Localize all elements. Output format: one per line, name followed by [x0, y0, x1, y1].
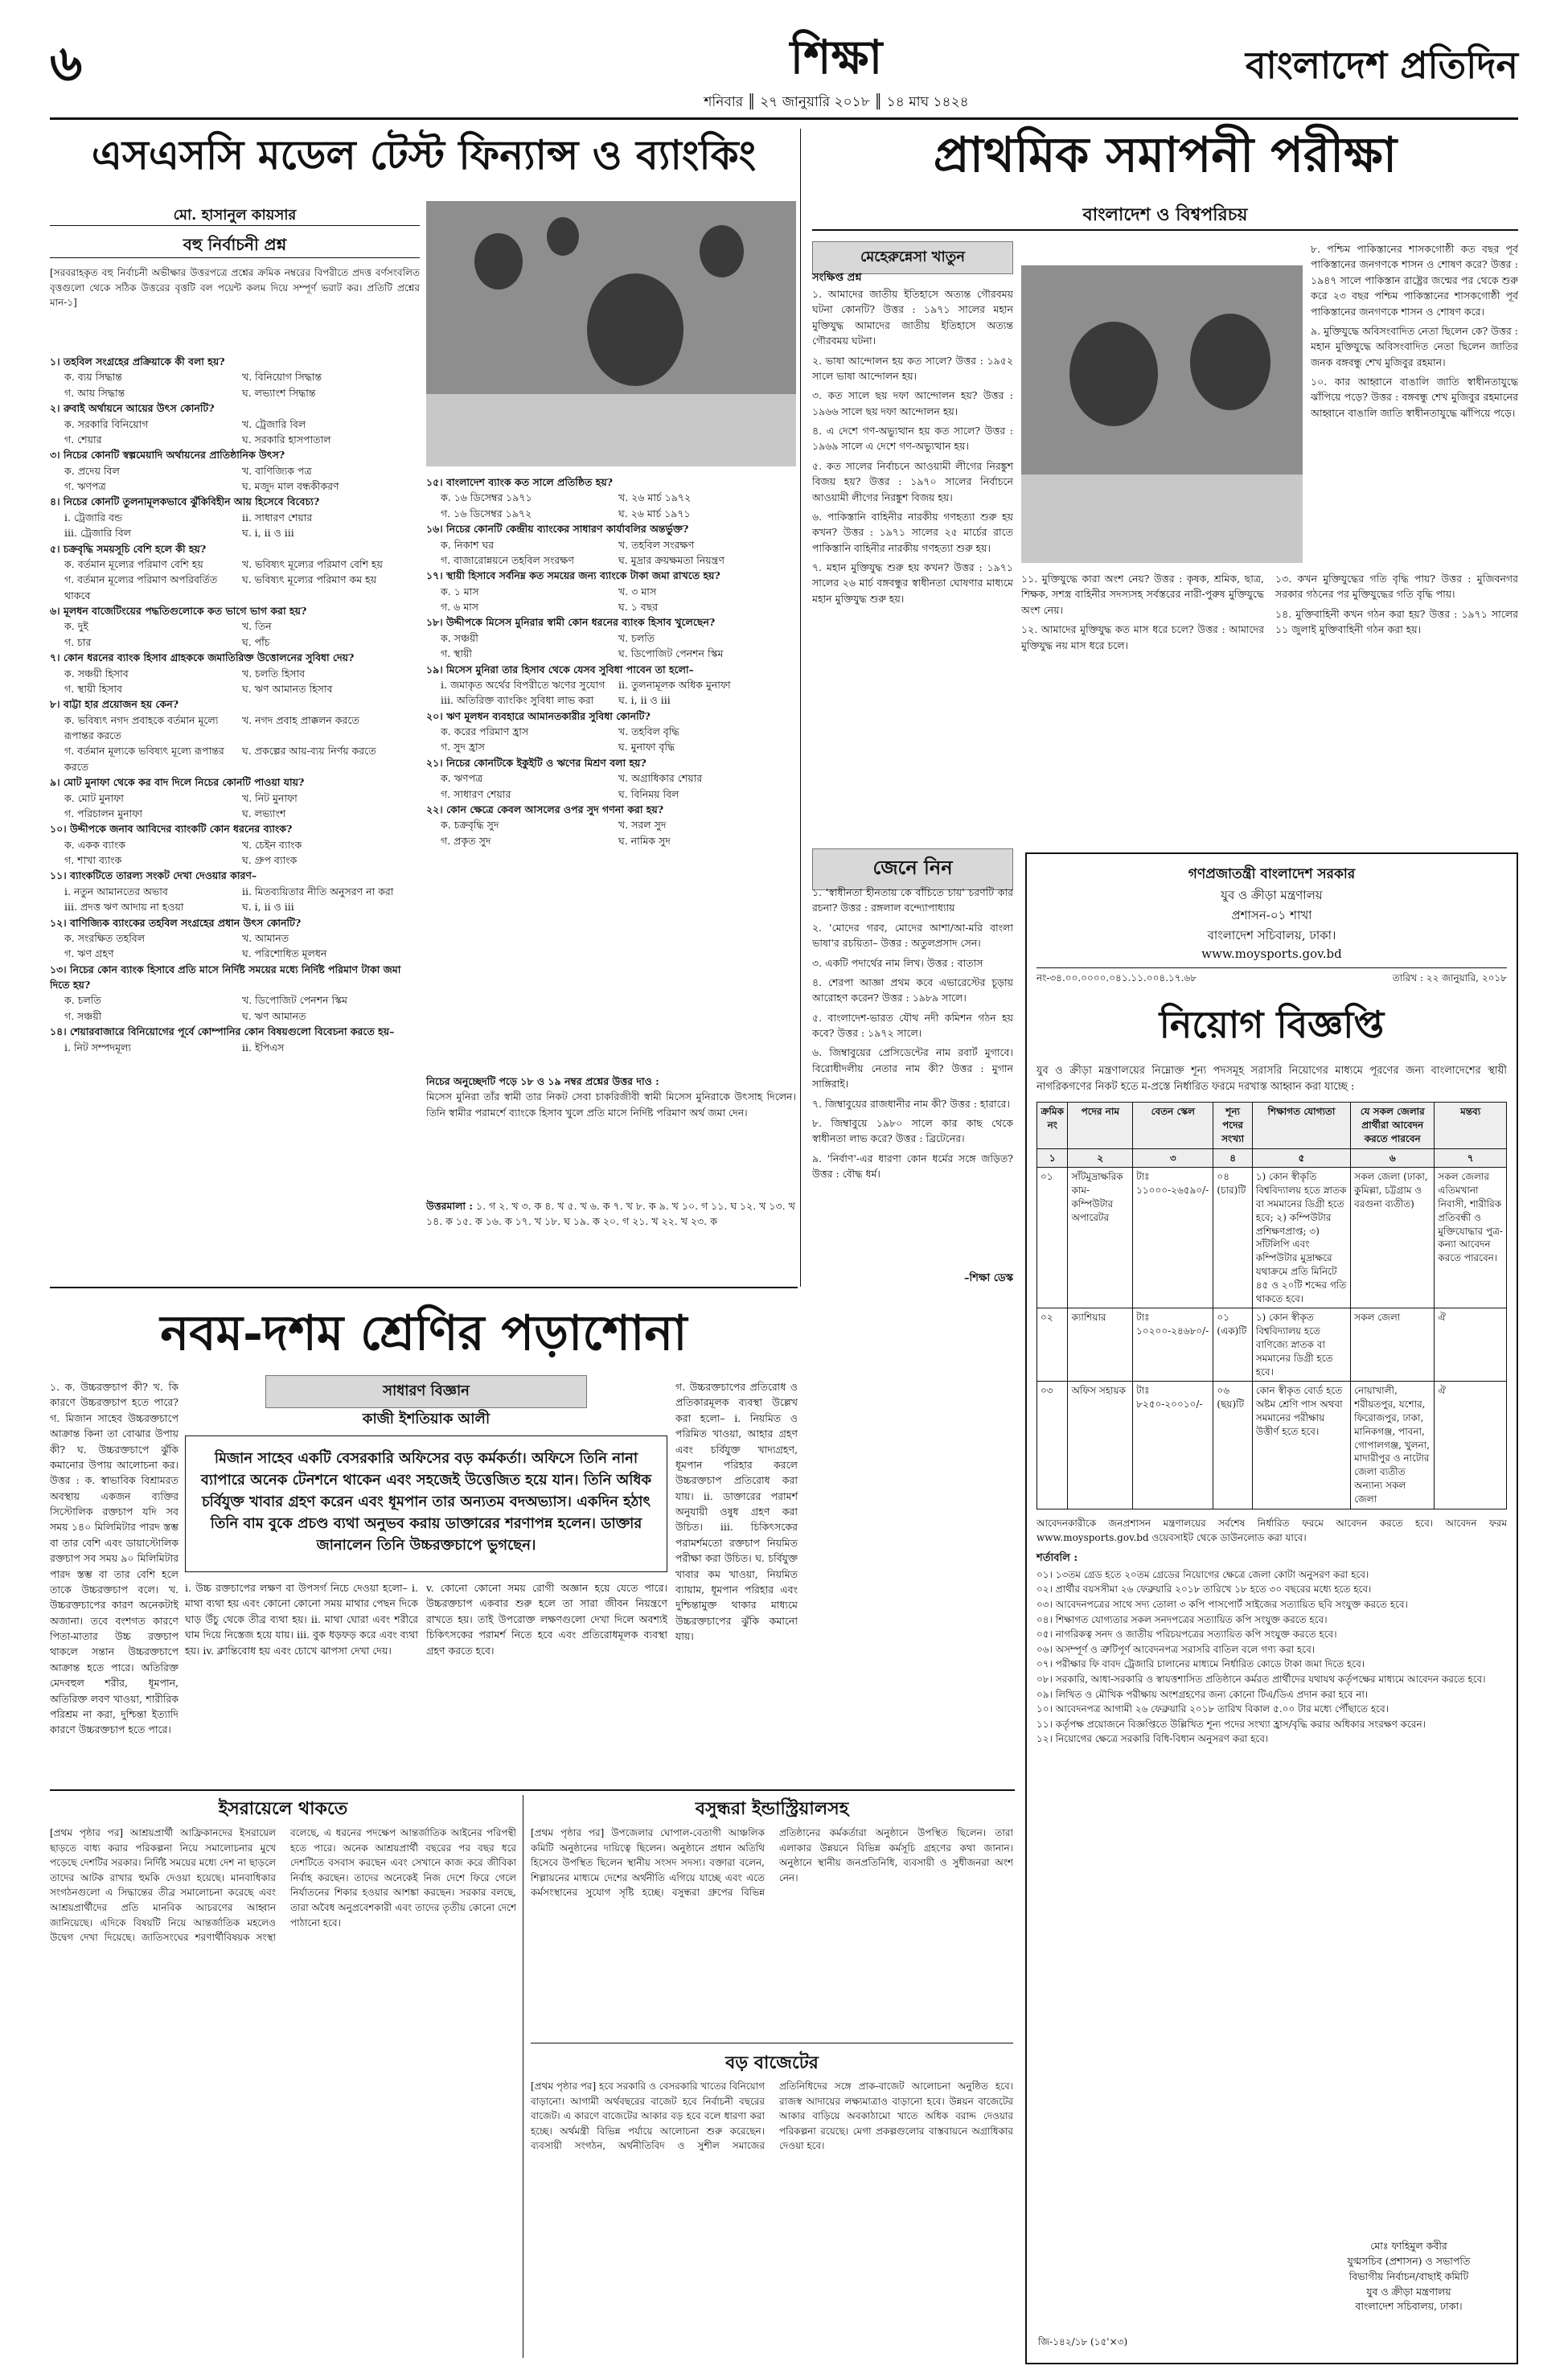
ad-title: নিয়োগ বিজ্ঞপ্তি	[1159, 1003, 1385, 1046]
question-item	[50, 696, 420, 774]
option: ঘ. ১ বছর	[618, 601, 659, 613]
question-options	[50, 1040, 420, 1055]
list-item: ৯. 'নির্বাণ'-এর ধারণা কোন ধর্মের সঙ্গে জড়িত? উত্তর : বৌদ্ধ ধর্ম।	[812, 1152, 1013, 1180]
primary-headline: প্রাথমিক সমাপনী পরীক্ষা	[933, 127, 1398, 183]
option: i. জমাকৃত অর্থের বিপরীতে ঋণের সুযোগ	[441, 678, 605, 691]
question-text: ২০। ঋণ মূলধন ব্যবহারে আমানতকারীর সুবিধা কোনটি?	[426, 709, 651, 722]
ssc-question-list	[50, 354, 420, 1295]
question-item	[426, 614, 796, 661]
question-item	[426, 709, 796, 755]
question-options	[426, 724, 796, 755]
primary-section: সংক্ষিপ্ত প্রশ্ন	[812, 272, 862, 284]
option: গ. ঋণপত্র	[64, 480, 106, 492]
option: খ. বাণিজ্যিক পত্র	[242, 464, 312, 477]
primary-col-2	[1311, 241, 1518, 563]
option: ঘ. i, ii ও iii	[242, 527, 294, 540]
ad-branch: প্রশাসন-০১ শাখা	[1231, 908, 1312, 922]
question-options	[50, 463, 420, 495]
list-item: ৭. জিম্বাবুয়ের রাজধানীর নাম কী? উত্তর : হারারে।	[812, 1097, 1010, 1110]
question-item	[50, 1024, 420, 1055]
ad-memo-row	[1036, 967, 1507, 988]
ssc-intro: [সরবরাহকৃত বহু নির্বাচনী অভীক্ষার উত্তরপত্রে প্রশ্নের ক্রমিক নম্বরের বিপরীতে প্রদত্ত বর্ণসংবলিত বৃত্তগুলো থেকে সঠিক উত্তরের বৃত্তটি বল পয়েন্ট কলম দিয়ে সম্পূর্ণ ভরাট কর। প্রতিটি প্রশ্নের মান-১]	[50, 267, 420, 309]
question-item	[50, 774, 420, 821]
option: ঘ. i, ii ও iii	[242, 901, 294, 914]
table-cell-districts: সকল জেলা (ঢাকা, কুমিল্লা, চট্টগ্রাম ও বরগুনা ব্যতীত)	[1351, 1168, 1435, 1308]
option: ঘ. লভ্যাংশ সিদ্ধান্ত	[242, 386, 316, 399]
option: ii. সাধারণ শেয়ার	[242, 511, 313, 524]
vacancy-table-body	[1037, 1168, 1507, 1509]
option: ঘ. পরিশোধিত মূলধন	[242, 947, 327, 960]
table-cell-scale: টাঃ ১০২০০-২৪৬৮০/-	[1133, 1308, 1213, 1382]
ad-conditions	[1036, 1567, 1507, 1747]
question-text: ১৪। শেয়ারবাজারে বিনিয়োগের পূর্বে কোম্পানির কোন বিষয়গুলো বিবেচনা করতে হয়–	[50, 1025, 395, 1038]
option: ঘ. ডিপোজিট পেনশন স্কিম	[618, 647, 724, 660]
date-line: শনিবার ║ ২৭ জানুয়ারি ২০১৮ ║ ১৪ মাঘ ১৪২৪	[704, 94, 969, 110]
option: গ. শেয়ার	[64, 433, 102, 446]
option: খ. ২৬ মার্চ ১৯৭২	[618, 491, 692, 504]
option: ক. ১ মাস	[441, 585, 479, 598]
table-header-cell: পদের নাম	[1068, 1103, 1133, 1148]
question-options	[426, 490, 796, 521]
option: খ. তহবিল সংরক্ষণ	[618, 538, 695, 551]
option: ক. প্রদেয় বিল	[64, 464, 120, 477]
question-options	[426, 817, 796, 848]
signatory-line: যুগ্মসচিব (প্রশাসন) ও সভাপতি	[1347, 2255, 1471, 2267]
condition-item: ০২। প্রার্থীর বয়সসীমা ২৬ ফেব্রুয়ারি ২০১৮ তারিখে ১৮ হতে ৩০ বছরের মধ্যে হতে হবে।	[1036, 1583, 1372, 1596]
page-number: ৬	[50, 34, 83, 92]
ssc-author: মো. হাসানুল কায়সার	[173, 207, 297, 224]
option: ঘ. প্রকল্পের আয়-ব্যয় নির্ণয় করতে	[242, 745, 376, 758]
option: ঘ. ২৬ মার্চ ১৯৭১	[618, 507, 691, 520]
option: খ. নগদ প্রবাহ প্রাক্কলন করতে	[242, 713, 359, 726]
option: ক. করের পরিমাণ হ্রাস	[441, 725, 529, 737]
table-cell-count: ০১ (এক)টি	[1213, 1308, 1252, 1382]
masthead-rule	[50, 117, 1518, 120]
question-options	[50, 791, 420, 822]
question-text: ১২। বাণিজ্যিক ব্যাংকের তহবিল সংগ্রহের প্রধান উৎস কোনটি?	[50, 916, 302, 929]
question-options	[50, 992, 420, 1024]
byline-rule	[50, 225, 420, 226]
science-col-1: ১. ক. উচ্চরক্তচাপ কী? খ. কি কারণে উচ্চরক্তচাপ হতে পারে? গ. মিজান সাহেব উচ্চরক্তচাপে আক্রান্ত কিনা তা বোঝার উপায় কী? ঘ. উচ্চরক্তচাপে ঝুঁকি কমানোর উপায় আলোচনা কর। উত্তর : ক. স্বাভাবিক বিশ্রামরত অবস্থায় একজন ব্যক্তির সিস্টোলিক রক্তচাপ যদি সব সময় ১৪০ মিলিমিটার পারদ স্তম্ভ বা তার বেশি এবং ডায়াস্টোলিক রক্তচাপ সব সময় ৯০ মিলিমিটার পারদ স্তম্ভ বা তার বেশি হলে তাকে উচ্চরক্তচাপ বলে। খ. উচ্চরক্তচাপের কারণ অনেকটাই অজানা। তবে বংশগত কারণে পিতা-মাতার উচ্চ রক্তচাপ থাকলে সন্তান উচ্চরক্তচাপে আক্রান্ত হতে পারে। অতিরিক্ত মেদবহুল শরীর, ধূমপান, অতিরিক্ত লবণ খাওয়া, শারীরিক পরিশ্রম না করা, দুশ্চিন্তা ইত্যাদি কারণে উচ্চরক্তচাপ হতে পারে।	[50, 1381, 179, 1736]
option: ক. ১৬ ডিসেম্বর ১৯৭১	[441, 491, 532, 504]
option: খ. ৩ মাস	[618, 585, 657, 598]
table-cell-note: ঐ	[1435, 1308, 1507, 1382]
condition-item: ০৩। আবেদনপত্রের সাথে সদ্য তোলা ৩ কপি পাসপোর্ট সাইজের সত্যায়িত ছবি সংযুক্ত করতে হবে।	[1036, 1598, 1408, 1610]
question-item	[426, 755, 796, 802]
table-cell-sl: ০৩	[1037, 1382, 1068, 1509]
primary-rule	[812, 229, 1518, 231]
question-options	[50, 666, 420, 697]
ad-ministry: যুব ও ক্রীড়া মন্ত্রণালয়	[1221, 888, 1323, 902]
option: গ. বর্তমান মূল্যকে ভবিষ্যৎ মূল্যে রূপান্তর করতে	[64, 745, 224, 773]
science-col-3: i. উচ্চ রক্তচাপের লক্ষণ বা উপসর্গ নিচে দেওয়া হলো– i. মাথা ব্যথা হয় এবং কোনো কোনো সময় মাথার পেছন দিকে ঘাড় উঁচু থেকে তীব্র ব্যথা হয়। ii. মাথা ঘোরা এবং শরীরে ঘাম দিয়ে নিস্তেজ হয়ে যায়। iii. বুক ধড়ফড় করে এবং ব্যথা হয়। iv. ক্লান্তিবোধ হয় এবং চোখে ঝাপসা দেখা দেয়।	[185, 1582, 418, 1657]
option: গ. সঞ্চয়ী	[64, 1009, 102, 1022]
option: ঘ. i, ii ও iii	[618, 694, 671, 707]
question-options	[50, 618, 420, 650]
ad-website: www.moysports.gov.bd	[1201, 947, 1342, 961]
ad-signatory	[1312, 2239, 1505, 2314]
list-item: ১৪. মুক্তিবাহিনী কখন গঠন করা হয়? উত্তর : ১৯৭১ সালের ১১ জুলাই মুক্তিবাহিনী গঠন করা হয়।	[1275, 607, 1518, 636]
list-item: ৩. একটি পদার্থের নাম লিখ। উত্তর : বাতাস	[812, 956, 983, 969]
option: ক. সরকারি বিনিয়োগ	[64, 417, 149, 430]
option: গ. চার	[64, 635, 92, 648]
option: ii. ইপিএস	[242, 1041, 285, 1054]
option: গ. ৬ মাস	[441, 601, 479, 613]
question-options	[426, 584, 796, 615]
option: গ. ঋণ গ্রহণ	[64, 947, 114, 960]
option: ঘ. ভবিষ্যৎ মূল্যের পরিমাণ কম হয়	[242, 573, 377, 586]
vacancy-table-header-numbers	[1037, 1148, 1507, 1168]
question-item	[50, 354, 420, 400]
table-row	[1037, 1382, 1507, 1509]
question-item	[50, 400, 420, 447]
option: ক. একক ব্যাংক	[64, 838, 125, 851]
list-item: ১. 'স্বাধীনতা হীনতায় কে বাঁচিতে চায়' চরণটি কার রচনা? উত্তর : রঙ্গলাল বন্দ্যোপাধ্যায়	[812, 886, 1013, 914]
question-item	[426, 474, 796, 521]
option: ক. সংরক্ষিত তহবিল	[64, 931, 146, 944]
science-top-rule	[50, 1287, 798, 1288]
question-item	[50, 962, 420, 1025]
option: iii. অতিরিক্ত ব্যাংকিং সুবিধা লাভ করা	[441, 694, 594, 707]
ad-address: বাংলাদেশ সচিবালয়, ঢাকা।	[1207, 928, 1336, 943]
table-cell-sl: ০২	[1037, 1308, 1068, 1382]
option: গ. বর্তমান মূল্যের পরিমাণ অপরিবর্তিত থাকবে	[64, 573, 218, 602]
list-item: ৩. কত সালে ছয় দফা আন্দোলন হয়? উত্তর : ১৯৬৬ সালে ছয় দফা আন্দোলন হয়।	[812, 389, 1013, 417]
question-text: ১৮। উদ্দীপকে মিসেস মুনিরার স্বামী কোন ধরনের ব্যাংক হিসাব খুলেছেন?	[426, 616, 716, 629]
list-item: ১. আমাদের জাতীয় ইতিহাসে অত্যন্ত গৌরবময় ঘটনা কোনটি? উত্তর : ১৯৭১ সালের মহান মুক্তিযুদ্ধ আমাদের জাতীয় ইতিহাসে অত্যন্ত গৌরবময় ঘটনা।	[812, 288, 1013, 347]
option: গ. সুদ হ্রাস	[441, 741, 485, 754]
science-headline: নবম-দশম শ্রেণির পড়াশোনা	[160, 1305, 688, 1362]
option: i. নিট সম্পদমূল্য	[64, 1041, 131, 1054]
ad-memo-date: তারিখ : ২২ জানুয়ারি, ২০১৮	[1392, 972, 1507, 984]
option: খ. আমানত	[242, 931, 289, 944]
primary-subject: বাংলাদেশ ও বিশ্বপরিচয়	[1082, 204, 1248, 225]
question-text: ১৯। মিসেস মুনিরা তার হিসাব থেকে যেসব সুবিধা পাবেন তা হলো–	[426, 663, 694, 676]
table-header-cell: শিক্ষাগত যোগ্যতা	[1252, 1103, 1350, 1148]
list-item: ২. ভাষা আন্দোলন হয় কত সালে? উত্তর : ১৯৫২ সালে ভাষা আন্দোলন হয়।	[812, 354, 1013, 382]
table-header-number: ৭	[1435, 1148, 1507, 1168]
newspaper-name: বাংলাদেশ প্রতিদিন	[1245, 43, 1518, 87]
option: ঘ. নামিক সুদ	[618, 834, 671, 847]
question-text: ১১। ব্যাংকটিতে তারল্য সংকট দেখা দেওয়ার কারণ–	[50, 869, 257, 882]
ssc-answers	[426, 1198, 796, 1230]
vacancy-table-header	[1037, 1103, 1507, 1148]
israel-text: [প্রথম পৃষ্ঠার পর] আশ্রয়প্রার্থী আফ্রিকানদের ইসরায়েল ছাড়তে বাধ্য করার পরিকল্পনা নিয়ে সমালোচনার মুখে পড়েছে দেশটির সরকার। নির্দিষ্ট সময়ের মধ্যে দেশ না ছাড়লে তাদের আটক রাখার হুমকি দেওয়া হয়েছে। মানবাধিকার সংগঠনগুলো এ সিদ্ধান্তের তীব্র সমালোচনা করেছে এবং আশ্রয়প্রার্থীদের প্রতি মানবিক আচরণের আহ্বান জানিয়েছে। এদিকে বিষয়টি নিয়ে আন্তর্জাতিক মহলেও উদ্বেগ দেখা দিয়েছে। জাতিসংঘের শরণার্থীবিষয়ক সংস্থা বলেছে, এ ধরনের পদক্ষেপ আন্তর্জাতিক আইনের পরিপন্থী হতে পারে। অনেক আশ্রয়প্রার্থী বছরের পর বছর ধরে দেশটিতে বসবাস করছেন এবং সেখানে কাজ করে জীবিকা নির্বাহ করছেন। তাদের অনেকেই নিজ দেশে ফিরে গেলে নির্যাতনের শিকার হওয়ার আশঙ্কা করছেন। সরকার বলছে, তারা অবৈধ অনুপ্রবেশকারী এবং তাদের তৃতীয় কোনো দেশে পাঠানো হবে।	[50, 1827, 516, 1944]
question-options	[50, 510, 420, 541]
table-header-cell: মন্তব্য	[1435, 1103, 1507, 1148]
ad-intro: যুব ও ক্রীড়া মন্ত্রণালয়ের নিম্নোক্ত শূন্য পদসমূহ সরাসরি নিয়োগের মাধ্যমে পূরণের জন্য বাংলাদেশের স্থায়ী নাগরিকগণের নিকট হতে ম-প্রস্তে নির্ধারিত ফরমে দরখাস্ত আহ্বান করা যাচ্ছে :	[1036, 1065, 1507, 1094]
table-cell-qual: ১) কোন স্বীকৃত বিশ্ববিদ্যালয় হতে বাণিজ্যে স্নাতক বা সমমানের ডিগ্রী হতে হবে।	[1252, 1308, 1350, 1382]
stimulus-text: মিসেস মুনিরা তাঁর স্বামী তার নিকট সেবা চাকরিজীবী স্বামী মিসেস মুনিরাকে উৎসাহ দিলেন। তিনি স্বামীর পরামর্শে ব্যাংকে হিসাব খুলে প্রতি মাসে নির্দিষ্ট পরিমাণ অর্থ জমা দেন।	[426, 1090, 796, 1119]
option: iii. ট্রেজারি বিল	[64, 527, 131, 540]
option: ক. ঋণপত্র	[441, 772, 483, 785]
answers-text: ১. গ ২. খ ৩. ক ৪. খ ৫. খ ৬. ক ৭. খ ৮. ক ৯. খ ১০. গ ১১. ঘ ১২. খ ১৩. খ ১৪. ক ১৫. ক ১৬. ক ১৭. খ ১৮. ঘ ১৯. ক ২০. গ ২১. খ ২২. খ ২৩. ক	[426, 1200, 795, 1228]
option: ঘ. ঋণ আমানত	[242, 1009, 306, 1022]
condition-item: ০১। ১৩তম গ্রেড হতে ২০তম গ্রেডের নিয়োগের ক্ষেত্রে জেলা কোটা অনুসরণ করা হবে।	[1036, 1568, 1369, 1580]
science-author: কাজী ইশতিয়াক আলী	[362, 1411, 491, 1427]
question-text: ৪। নিচের কোনটি তুলনামূলকভাবে ঝুঁকিবিহীন আয় হিসেবে বিবেচ্য?	[50, 495, 320, 508]
list-item: ৪. এ দেশে গণ-অভ্যুত্থান হয় কত সালে? উত্তর : ১৯৬৯ সালে এ দেশে গণ-অভ্যুত্থান হয়।	[812, 425, 1013, 453]
option: খ. ট্রেজারি বিল	[242, 417, 306, 430]
students-writing-photo	[1021, 265, 1303, 563]
condition-item: ০৬। অসম্পূর্ণ ও ত্রুটিপূর্ণ আবেদনপত্র সরাসরি বাতিল বলে গণ্য করা হবে।	[1036, 1643, 1316, 1655]
ssc-headline: এসএসসি মডেল টেস্ট ফিন্যান্স ও ব্যাংকিং	[91, 131, 757, 179]
question-options	[50, 884, 420, 915]
section-title: শিক্ষা	[790, 30, 883, 84]
table-cell-qual: ১) কোন স্বীকৃতি বিশ্ববিদ্যালয় হতে স্নাতক বা সমমানের ডিগ্রী হতে হবে; ২) কম্পিউটার প্রশিক্ষণপ্রাপ্ত; ৩) সাঁটলিপি এবং কম্পিউটার মুদ্রাক্ষরে যথাক্রমে প্রতি মিনিটে ৪৫ ও ২০টি শব্দের গতি থাকতে হবে।	[1252, 1168, 1350, 1308]
option: গ. সাধারণ শেয়ার	[441, 787, 511, 800]
option: খ. নিট মুনাফা	[242, 791, 298, 804]
question-item	[426, 802, 796, 848]
table-header-number: ৩	[1133, 1148, 1213, 1168]
table-header-cell: শূন্য পদের সংখ্যা	[1213, 1103, 1252, 1148]
question-text: ৬। মূলধন বাজেটিংয়ের পদ্ধতিগুলোকে কত ভাগে ভাগ করা হয়?	[50, 605, 307, 617]
list-item: ১১. মুক্তিযুদ্ধে কারা অংশ নেয়? উত্তর : কৃষক, শ্রমিক, ছাত্র, শিক্ষক, সশস্ত্র বাহিনীর সদস্যসহ সর্বস্তরের নারী-পুরুষ মুক্তিযুদ্ধে অংশ নেয়।	[1021, 573, 1264, 616]
option: খ. চেইন ব্যাংক	[242, 838, 302, 851]
option: খ. অগ্রাধিকার শেয়ার	[618, 772, 703, 785]
option: ক. বর্তমান মূল্যের পরিমাণ বেশি হয়	[64, 557, 203, 570]
option: খ. চলতি	[618, 631, 655, 644]
table-cell-districts: নোয়াখালী, শরীয়তপুর, যশোর, ফিরোজপুর, ঢাকা, মানিকগঞ্জ, পাবনা, গোপালগঞ্জ, খুলনা, মাদারীপুর ও নাটোর জেলা ব্যতীত অন্যান্য সকল জেলা	[1351, 1382, 1435, 1509]
condition-item: ০৭। পরীক্ষার ফি বাবদ ট্রেজারি চালানের মাধ্যমে নির্ধারিত কোডে টাকা জমা দিতে হবে।	[1036, 1658, 1365, 1670]
list-item: ৬. পাকিস্তানি বাহিনীর নারকীয় গণহত্যা শুরু হয় কখন? উত্তর : ১৯৭১ সালের ২৫ মার্চের রাতে পাকিস্তানি বাহিনীর নারকীয় গণহত্যা শুরু হয়।	[812, 510, 1013, 554]
list-item: ৯. মুক্তিযুদ্ধে অবিসংবাদিত নেতা ছিলেন কে? উত্তর : মহান মুক্তিযুদ্ধে অবিসংবাদিত নেতা ছিলেন জাতির জনক বঙ্গবন্ধু শেখ মুজিবুর রহমান।	[1311, 324, 1518, 368]
question-text: ১০। উদ্দীপকে জনাব আবিদের ব্যাংকটি কোন ধরনের ব্যাংক?	[50, 823, 293, 836]
list-item: ৪. শেরপা আজ্ঞা প্রথম কবে এভারেস্টের চূড়ায় আরোহণ করেন? উত্তর : ১৯৮৯ সালে।	[812, 975, 1013, 1004]
question-text: ১৩। নিচের কোন ব্যাংক হিসাবে প্রতি মাসে নির্দিষ্ট সময়ের মধ্যে নির্দিষ্ট পরিমাণ টাকা জমা দিতে হয়?	[50, 963, 401, 991]
table-cell-note: সকল জেলার এতিমখানা নিবাসী, শারীরিক প্রতিবন্ধী ও মুক্তিযোদ্ধার পুত্র-কন্যা আবেদন করতে পারবেন।	[1435, 1168, 1507, 1308]
condition-item: ১০। আবেদনপত্র আগামী ২৬ ফেব্রুয়ারি ২০১৮ তারিখ বিকাল ৫.০০ টার মধ্যে পৌঁছাতে হবে।	[1036, 1703, 1389, 1715]
question-text: ৮। বাট্টা হার প্রয়োজন হয় কেন?	[50, 698, 179, 711]
ad-memo-no: নং-৩৪.০০.০০০০.০৪১.১১.০০৪.১৭.৬৮	[1036, 972, 1197, 984]
question-item	[426, 521, 796, 568]
table-cell-scale: টাঃ ১১০০০-২৬৫৯০/-	[1133, 1168, 1213, 1308]
question-options	[50, 713, 420, 775]
question-text: ১৭। স্থায়ী হিসাবে সর্বনিম্ন কত সময়ের জন্য ব্যাংকে টাকা জমা রাখতে হয়?	[426, 569, 720, 582]
option: খ. বিনিয়োগ সিদ্ধান্ত	[242, 371, 322, 384]
question-text: ১। তহবিল সংগ্রহের প্রক্রিয়াকে কী বলা হয়?	[50, 355, 225, 368]
question-text: ১৫। বাংলাদেশ ব্যাংক কত সালে প্রতিষ্ঠিত হয়?	[426, 476, 614, 488]
question-item	[50, 868, 420, 914]
answers-label: উত্তরমালা :	[426, 1200, 474, 1212]
list-item: ১৩. কখন মুক্তিযুদ্ধের গতি বৃদ্ধি পায়? উত্তর : মুজিবনগর সরকার গঠনের পর মুক্তিযুদ্ধের গতি বৃদ্ধি পায়।	[1275, 573, 1518, 601]
option: খ. সরল সুদ	[618, 819, 667, 832]
option: i. নতুন আমানতের অভাব	[64, 885, 168, 897]
option: ঘ. বিনিময় বিল	[618, 787, 679, 800]
question-text: ৭। কোন ধরনের ব্যাংক হিসাব গ্রাহককে জমাতিরিক্ত উত্তোলনের সুবিধা দেয়?	[50, 651, 355, 664]
list-item: ২. 'মোদের গরব, মোদের আশা/আ-মরি বাংলা ভাষা'র রচয়িতা– উত্তর : অতুলপ্রসাদ সেন।	[812, 921, 1013, 950]
table-header-number: ৫	[1252, 1148, 1350, 1168]
question-item	[426, 568, 796, 614]
table-cell-sl: ০১	[1037, 1168, 1068, 1308]
budget-text: [প্রথম পৃষ্ঠার পর] হবে সরকারি ও বেসরকারি খাতের বিনিয়োগ বাড়ানো। আগামী অর্থবছরের বাজেট হবে নির্বাচনী বছরের বাজেট। এ কারণে বাজেটের আকার বড় হবে বলে ধারণা করা হচ্ছে। অর্থমন্ত্রী বিভিন্ন পর্যায়ে আলোচনা শুরু করেছেন। ব্যবসায়ী সংগঠন, অর্থনীতিবিদ ও সুশীল সমাজের প্রতিনিধিদের সঙ্গে প্রাক-বাজেট আলোচনা অনুষ্ঠিত হবে। রাজস্ব আদায়ের লক্ষ্যমাত্রাও বাড়ানো হবে। উন্নয়ন বাজেটের আকার বাড়িয়ে অবকাঠামো খাতে অধিক বরাদ্দ দেওয়ার পরিকল্পনা রয়েছে। মেগা প্রকল্পগুলোর বাস্তবায়নে অগ্রাধিকার দেওয়া হবে।	[531, 2080, 1013, 2152]
option: ঘ. পাঁচ	[242, 635, 270, 648]
list-item: ৫. বাংলাদেশ-ভারত যৌথ নদী কমিশন গঠন হয় কবে? উত্তর : ১৯৭২ সালে।	[812, 1011, 1013, 1039]
table-header-cell: যে সকল জেলার প্রার্থীরা আবেদন করতে পারবেন	[1351, 1103, 1435, 1148]
jene-nin-list	[812, 885, 1013, 1271]
section-rule	[50, 257, 420, 258]
question-item	[50, 494, 420, 540]
option: ক. চক্রবৃদ্ধি সুদ	[441, 819, 499, 832]
option: ঘ. গ্রুপ ব্যাংক	[242, 854, 298, 866]
option: খ. ডিপোজিট পেনশন স্কিম	[242, 994, 347, 1007]
option: ক. চলতি	[64, 994, 101, 1007]
question-text: ২। রুবাই অর্থায়নে আয়ের উৎস কোনটি?	[50, 402, 215, 415]
condition-item: ০৫। নাগরিকত্ব সনদ ও জাতীয় পরিচয়পত্রের সত্যায়িত কপি সংযুক্ত করতে হবে।	[1036, 1629, 1337, 1641]
question-options	[50, 417, 420, 448]
table-cell-scale: টাঃ ৮২৫০-২০০১০/-	[1133, 1382, 1213, 1509]
question-options	[426, 677, 796, 709]
option: i. ট্রেজারি বন্ড	[64, 511, 123, 524]
option: ঘ. ঋণ আমানত হিসাব	[242, 682, 333, 695]
ssc-section: বহু নির্বাচনী প্রশ্ন	[183, 235, 287, 254]
primary-author: মেহেরুন্নেসা খাতুন	[812, 241, 1013, 274]
news-top-rule	[50, 1789, 1015, 1791]
science-col-2: গ. উচ্চরক্তচাপের প্রতিরোধ ও প্রতিকারমূলক ব্যবস্থা উল্লেখ করা হলো– i. নিয়মিত ও পরিমিত খাওয়া, আহার গ্রহণ এবং চর্বিযুক্ত খাদ্যগ্রহণ, ধূমপান পরিহার করলে উচ্চরক্তচাপ প্রতিরোধ করা যায়। ii. ডাক্তারের পরামর্শ অনুযায়ী ওষুধ গ্রহণ করা উচিত। iii. চিকিৎসকের পরামর্শমতো রক্তচাপ নিয়মিত পরীক্ষা করা উচিত। ঘ. চর্বিযুক্ত খাবার কম খাওয়া, নিয়মিত ব্যায়াম, ধূমপান পরিহার এবং দুশ্চিন্তামুক্ত থাকার মাধ্যমে উচ্চরক্তচাপের ঝুঁকি কমানো যায়।	[675, 1381, 798, 1642]
condition-item: ০৯। লিখিত ও মৌখিক পরীক্ষায় অংশগ্রহণের জন্য কোনো টিএ/ডিএ প্রদান করা হবে না।	[1036, 1688, 1369, 1700]
table-row	[1037, 1308, 1507, 1382]
table-cell-count: ০৬ (ছয়)টি	[1213, 1382, 1252, 1509]
ad-ref: জি-১৪২/১৮ (১৫'×৩)	[1038, 2336, 1128, 2347]
question-options	[426, 630, 796, 662]
table-header-number: ৬	[1351, 1148, 1435, 1168]
table-cell-post: অফিস সহায়ক	[1068, 1382, 1133, 1509]
ssc-stimulus-block	[426, 1074, 796, 1194]
option: খ. তহবিল বৃদ্ধি	[618, 725, 679, 737]
list-item: ৬. জিম্বাবুয়ের প্রেসিডেন্টের নাম রবার্ট মুগাবে। বিরোধীদলীয় নেতার নাম কী? উত্তর : মুগান সাঙ্গিরাই।	[812, 1046, 1013, 1090]
option: গ. শাখা ব্যাংক	[64, 854, 122, 866]
jene-nin-credit: –শিক্ষা ডেস্ক	[964, 1272, 1013, 1284]
table-header-cell: বেতন স্কেল	[1133, 1103, 1213, 1148]
signatory-line: যুব ও ক্রীড়া মন্ত্রণালয়	[1366, 2285, 1451, 2298]
option: গ. স্থায়ী	[441, 647, 472, 660]
primary-col-1	[812, 286, 1013, 841]
condition-item: ১২। নিয়োগের ক্ষেত্রে সরকারি বিধি-বিধান অনুসরণ করা হবে।	[1036, 1733, 1269, 1745]
option: খ. ভবিষ্যৎ মূল্যের পরিমাণ বেশি হয়	[242, 557, 383, 570]
question-item	[50, 650, 420, 696]
ad-conditions-label: শর্তাবলি :	[1036, 1551, 1078, 1564]
list-item: ১০. কার আহ্বানে বাঙালি জাতি স্বাধীনতাযুদ্ধে ঝাঁপিয়ে পড়ে? উত্তর : বঙ্গবন্ধু শেখ মুজিবুর রহমানের আহ্বানে বাঙালি জাতি স্বাধীনতাযুদ্ধে ঝাঁপিয়ে পড়ে।	[1311, 376, 1518, 419]
question-text: ১৬। নিচের কোনটি কেন্দ্রীয় ব্যাংকের সাধারণ কার্যাবলির অন্তর্ভুক্ত?	[426, 523, 689, 536]
question-item	[50, 603, 420, 650]
condition-item: ০৪। শিক্ষাগত যোগ্যতার সকল সনদপত্রের সত্যায়িত কপি সংযুক্ত করতে হবে।	[1036, 1613, 1328, 1625]
question-item	[426, 662, 796, 709]
question-text: ২১। নিচের কোনটিকে ইকুইটি ও ঋণের মিশ্রণ বলা হয়?	[426, 756, 646, 769]
table-header-cell: ক্রমিক নং	[1037, 1103, 1068, 1148]
question-text: ৩। নিচের কোনটি স্বল্পমেয়াদি অর্থায়নের প্রাতিষ্ঠানিক উৎস?	[50, 449, 285, 462]
option: গ. আয় সিদ্ধান্ত	[64, 386, 125, 399]
table-header-number: ২	[1068, 1148, 1133, 1168]
question-options	[426, 537, 796, 569]
option: গ. পরিচালন মুনাফা	[64, 807, 142, 819]
table-cell-post: সাঁটমুদ্রাক্ষরিক কাম-কম্পিউটার অপারেটর	[1068, 1168, 1133, 1308]
table-cell-districts: সকল জেলা	[1351, 1308, 1435, 1382]
option: ক. মোট মুনাফা	[64, 791, 124, 804]
question-item	[50, 915, 420, 962]
science-col-4: v. কোনো কোনো সময় রোগী অজ্ঞান হয়ে যেতে পারে। উচ্চরক্তচাপ একবার শুরু হলে তা সারা জীবন নিয়ন্ত্রণে রাখতে হয়। তাই উপরোক্ত লক্ষণগুলো দেখা দিলে অবশ্যই চিকিৎসকের পরামর্শ নিতে হবে এবং প্রতিরোধমূলক ব্যবস্থা গ্রহণ করতে হবে।	[426, 1582, 667, 1657]
table-cell-note: ঐ	[1435, 1382, 1507, 1509]
question-options	[426, 770, 796, 802]
option: ঘ. লভ্যাংশ	[242, 807, 286, 819]
list-item: ৮. জিম্বাবুয়ে ১৯৮০ সালে কার কাছ থেকে স্বাধীনতা লাভ করে? উত্তর : ব্রিটেনের।	[812, 1116, 1013, 1145]
column-divider	[800, 129, 801, 1287]
table-cell-post: ক্যাশিয়ার	[1068, 1308, 1133, 1382]
option: ক. ভবিষ্যৎ নগদ প্রবাহকে বর্তমান মূল্যে রূপান্তর করতে	[64, 713, 219, 741]
question-item	[50, 821, 420, 868]
option: ii. তুলনামূলক অধিক মুনাফা	[618, 678, 731, 691]
table-cell-count: ০৪ (চার)টি	[1213, 1168, 1252, 1308]
question-options	[50, 837, 420, 869]
question-item	[50, 447, 420, 494]
signatory-line: বাংলাদেশ সচিবালয়, ঢাকা।	[1355, 2300, 1463, 2313]
question-item	[50, 541, 420, 604]
option: ক. সঞ্চয়ী হিসাব	[64, 667, 129, 680]
option: ক. ব্যয় সিদ্ধান্ত	[64, 371, 122, 384]
option: ঘ. মুনাফা বৃদ্ধি	[618, 741, 675, 754]
option: ক. নিকাশ ঘর	[441, 538, 495, 551]
question-text: ৯। মোট মুনাফা থেকে কর বাদ দিলে নিচের কোনটি পাওয়া যায়?	[50, 776, 305, 789]
option: গ. স্থায়ী হিসাব	[64, 682, 122, 695]
exam-hall-photo	[426, 201, 796, 466]
option: ii. মিতব্যয়িতার নীতি অনুসরণ না করা	[242, 885, 394, 897]
table-cell-qual: কোন স্বীকৃত বোর্ড হতে অষ্টম শ্রেণি পাস অথবা সমমানের পরীক্ষায় উত্তীর্ণ হতে হবে।	[1252, 1382, 1350, 1509]
vacancy-table	[1036, 1102, 1507, 1509]
option: ঘ. মুদ্রার ক্রয়ক্ষমতা নিয়ন্ত্রণ	[618, 553, 724, 566]
table-row	[1037, 1168, 1507, 1308]
stimulus-note: নিচের অনুচ্ছেদটি পড়ে ১৮ ও ১৯ নম্বর প্রশ্নের উত্তর দাও :	[426, 1075, 659, 1087]
table-header-number: ১	[1037, 1148, 1068, 1168]
list-item: ৭. মহান মুক্তিযুদ্ধ শুরু হয় কখন? উত্তর : ১৯৭১ সালের ২৬ মার্চ বঙ্গবন্ধুর স্বাধীনতা ঘোষণার মাধ্যমে মহান মুক্তিযুদ্ধ শুরু হয়।	[812, 561, 1013, 605]
jene-nin-title: জেনে নিন	[812, 848, 1013, 890]
option: ক. সঞ্চয়ী	[441, 631, 478, 644]
condition-item: ১১। কর্তৃপক্ষ প্রয়োজনে বিজ্ঞপ্তিতে উল্লিখিত শূন্য পদের সংখ্যা হ্রাস/বৃদ্ধি করার অধিকার সংরক্ষণ করেন।	[1036, 1718, 1426, 1730]
recruitment-ad	[1025, 852, 1518, 2364]
question-text: ৫। চক্রবৃদ্ধি সময়সূচি বেশি হলে কী হয়?	[50, 542, 207, 555]
ssc-question-list-2	[426, 474, 796, 1070]
science-stem: মিজান সাহেব একটি বেসরকারি অফিসের বড় কর্মকর্তা। অফিসে তিনি নানা ব্যাপারে অনেক টেনশনে থাকেন এবং সহজেই উত্তেজিত হয়ে যান। তিনি অধিক চর্বিযুক্ত খাবার গ্রহণ করেন এবং ধূমপান তার অন্যতম বদঅভ্যাস। একদিন হঠাৎ তিনি বাম বুকে প্রচণ্ড ব্যথা অনুভব করায় ডাক্তারের শরণাপন্ন হলেন। ডাক্তার জানালেন তিনি উচ্চরক্তচাপে ভুগছেন।	[185, 1435, 667, 1572]
question-options	[50, 369, 420, 400]
option: গ. ১৬ ডিসেম্বর ১৯৭২	[441, 507, 532, 520]
question-options	[50, 557, 420, 603]
bashundhara-text: [প্রথম পৃষ্ঠার পর] উপজেলার ঘোপাল-বেতাগী আঞ্চলিক কমিটি অনুষ্ঠানের দায়িত্বে ছিলেন। অনুষ্ঠানে প্রধান অতিথি হিসেবে উপস্থিত ছিলেন স্থানীয় সংসদ সদস্য। বক্তারা বলেন, শিল্পায়নের মাধ্যমে দেশের অর্থনীতি এগিয়ে যাচ্ছে এবং এতে কর্মসংস্থানের সুযোগ সৃষ্টি হচ্ছে। বসুন্ধরা গ্রুপের বিভিন্ন প্রতিষ্ঠানের কর্মকর্তারা অনুষ্ঠানে উপস্থিত ছিলেন। তারা এলাকার উন্নয়নে বিভিন্ন কর্মসূচি গ্রহণের কথা জানান। অনুষ্ঠানে স্থানীয় জনপ্রতিনিধি, ব্যবসায়ী ও সুধীজনরা অংশ নেন।	[531, 1827, 1013, 1899]
primary-col-3	[1021, 571, 1518, 844]
signatory-line: বিভাগীয় নির্বাচন/বাছাই কমিটি	[1348, 2269, 1469, 2282]
list-item: ১২. আমাদের মুক্তিযুদ্ধ কত মাস ধরে চলে? উত্তর : আমাদের মুক্তিযুদ্ধ নয় মাস ধরে চলে।	[1021, 623, 1264, 651]
option: খ. তিন	[242, 620, 272, 633]
option: গ. বাজারোন্নয়নে তহবিল সংরক্ষণ	[441, 553, 574, 566]
option: ঘ. সরকারি হাসপাতাল	[242, 433, 331, 446]
bashundhara-title: বসুন্ধরা ইন্ডাস্ট্রিয়ালসহ	[695, 1798, 849, 1819]
ad-apply-note: আবেদনকারীকে জনপ্রশাসন মন্ত্রণালয়ের সর্বশেষ নির্ধারিত ফরমে আবেদন করতে হবে। আবেদন ফরম www.moysports.gov.bd ওয়েবসাইট থেকে ডাউনলোড করা যাবে।	[1036, 1517, 1507, 1544]
list-item: ৮. পশ্চিম পাকিস্তানের শাসকগোষ্ঠী কত বছর পূর্ব পাকিস্তানের জনগণকে শাসন ও শোষণ করে? উত্তর : ১৯৪৭ সালে পাকিস্তান রাষ্ট্রের জন্মের পর থেকে শুরু করে ২৩ বছর পশ্চিম পাকিস্তানের শাসকগোষ্ঠী পূর্ব পাকিস্তানের জনগণকে শাসন ও শোষণ করে।	[1311, 243, 1518, 318]
science-subject: সাধারণ বিজ্ঞান	[265, 1375, 587, 1408]
option: ঘ. মজুদ মাল বন্ধকীকরণ	[242, 480, 339, 492]
option: iii. প্রদত্ত ঋণ আদায় না হওয়া	[64, 901, 184, 914]
signatory-line: মোঃ ফাহিমুল কবীর	[1370, 2240, 1447, 2253]
option: ক. দুই	[64, 620, 88, 633]
table-header-number: ৪	[1213, 1148, 1252, 1168]
option: খ. চলতি হিসাব	[242, 667, 306, 680]
question-text: ২২। কোন ক্ষেত্রে কেবল আসলের ওপর সুদ গণনা করা হয়?	[426, 803, 664, 815]
condition-item: ০৮। সরকারি, আধা-সরকারি ও স্বায়ত্তশাসিত প্রতিষ্ঠানে কর্মরত প্রার্থীদের যথাযথ কর্তৃপক্ষের মাধ্যমে আবেদন করতে হবে।	[1036, 1673, 1486, 1685]
ad-gov: গণপ্রজাতন্ত্রী বাংলাদেশ সরকার	[1188, 866, 1356, 882]
list-item: ৫. কত সালের নির্বাচনে আওয়ামী লীগের নিরঙ্কুশ বিজয় হয়? উত্তর : ১৯৭০ সালের নির্বাচনে আওয়ামী লীগের নিরঙ্কুশ বিজয় হয়।	[812, 459, 1013, 503]
budget-title: বড় বাজেটের	[725, 2052, 819, 2073]
israel-title: ইসরায়েলে থাকতে	[218, 1798, 348, 1819]
option: গ. প্রকৃত সুদ	[441, 834, 491, 847]
question-options	[50, 930, 420, 962]
